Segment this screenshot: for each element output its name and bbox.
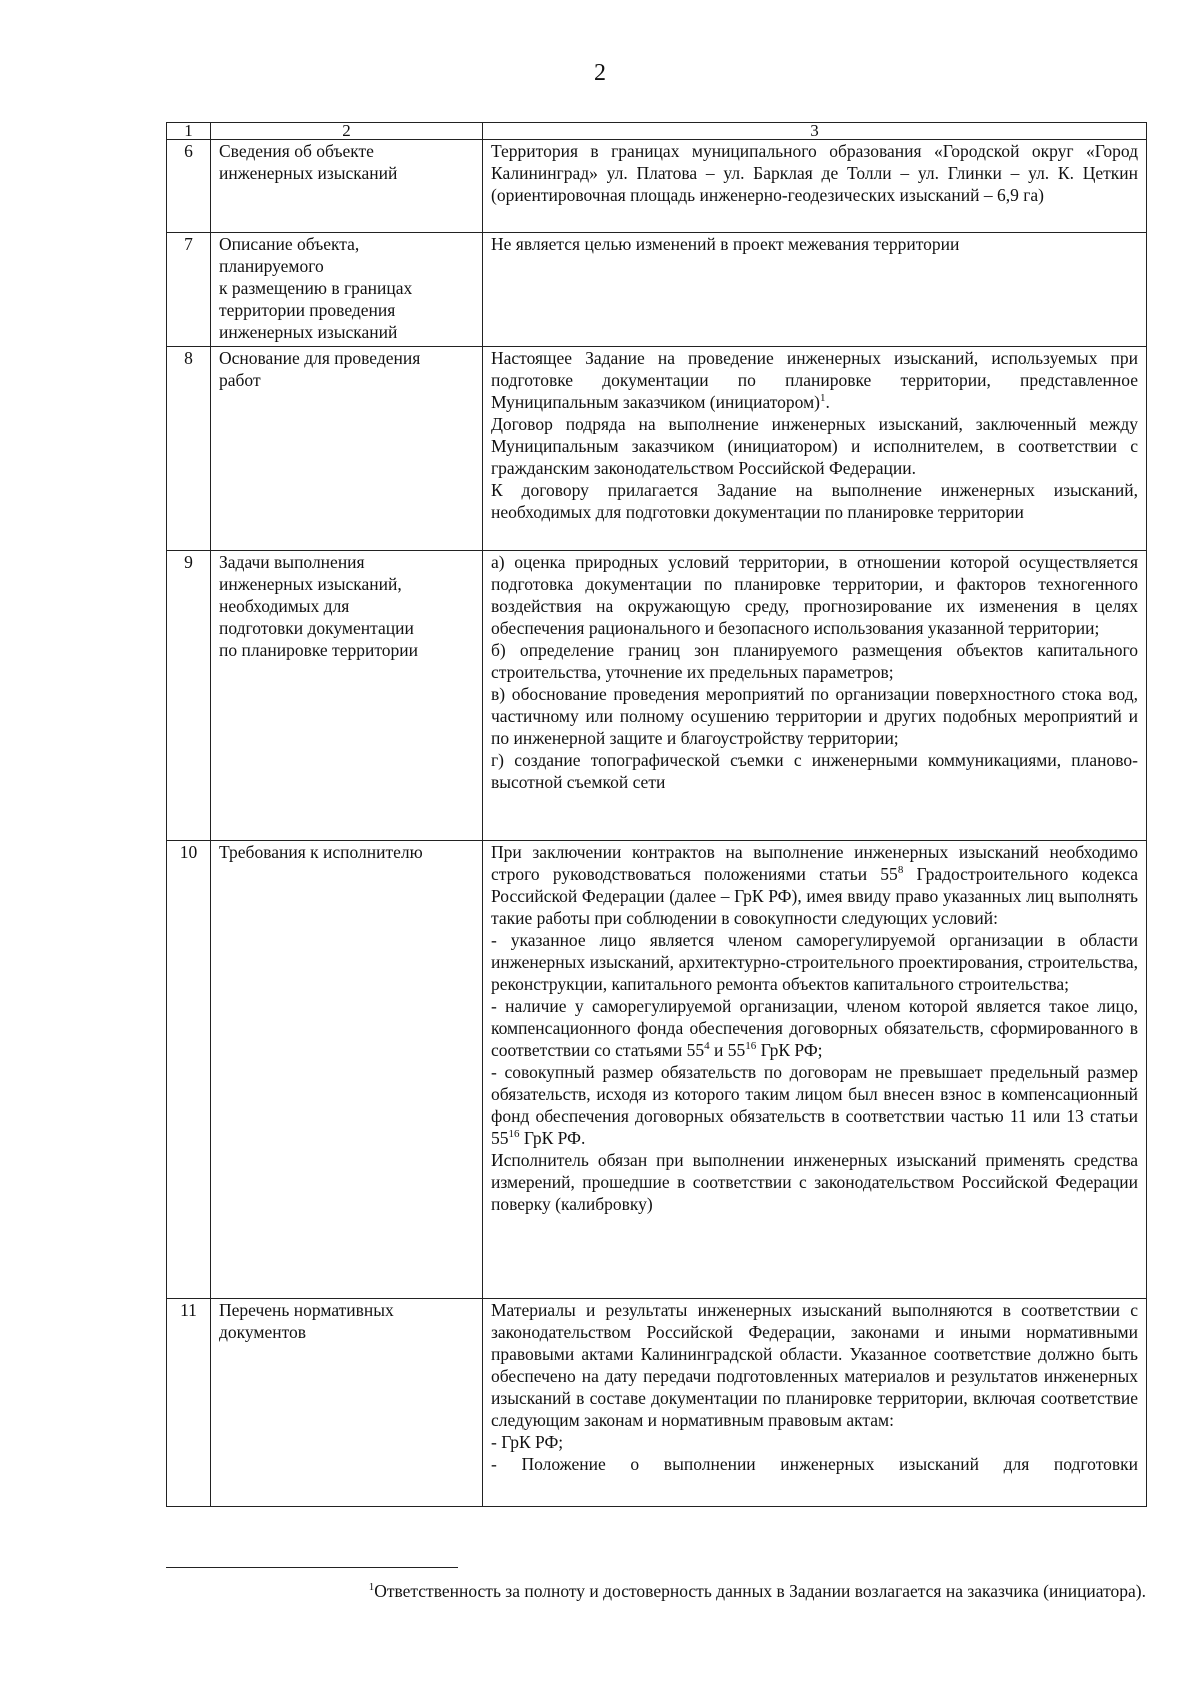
row-title-text: Сведения об объекте инженерных изысканий (219, 141, 398, 183)
row-content (483, 1299, 1147, 1507)
content-paragraph: - указанное лицо является членом саморегулируемой организации в области инженерных изысканий, архитектурно-строительного проектирования, строительства, реконструкции, капитального ремонта объектов капитального строительства; (491, 930, 1138, 994)
content-paragraph: в) обоснование проведения мероприятий по организации поверхностного стока вод, частичному или полному осушению территории и других подобных мероприятий и по инженерной защите и благоустройству территории; (491, 684, 1138, 748)
article-superscript: 16 (508, 1128, 520, 1141)
content-paragraph: б) определение границ зон планируемого размещения объектов капитального строительства, уточнение их предельных параметров; (491, 640, 1138, 682)
content-paragraph (491, 1061, 1138, 1149)
row-title-text: Описание объекта, планируемого к размещению в границах территории проведения инженерных изысканий (219, 234, 413, 342)
table-header-row (167, 123, 1147, 140)
content-paragraph (491, 841, 1138, 929)
row-title (211, 233, 483, 347)
article-superscript: 4 (704, 1040, 710, 1053)
content-text: Градостроительного кодекса Российской Федерации (далее – ГрК РФ), имея ввиду право указанных лиц выполнять такие работы при соблюдении в совокупности следующих условий: (491, 864, 1138, 928)
table-row (167, 233, 1147, 347)
row-title (211, 551, 483, 841)
row-content (483, 233, 1147, 347)
row-title-text: Основание для проведения работ (219, 348, 421, 390)
table-row (167, 1299, 1147, 1507)
content-text: Настоящее Задание на проведение инженерных изысканий, используемых при подготовке документации по планировке территории, представленное Муниципальным заказчиком (инициатором) (491, 348, 1138, 412)
content-text: - наличие у саморегулируемой организации, членом которой является такое лицо, компенсационного фонда обеспечения договорных обязательств, сформированного в соответствии со статьями 55 (491, 996, 1138, 1060)
article-superscript: 8 (897, 864, 904, 877)
row-title-text: Задачи выполнения инженерных изысканий, необходимых для подготовки документации по планировке территории (219, 552, 418, 660)
content-paragraph: а) оценка природных условий территории, в отношении которой осуществляется подготовка документации по планировке территории, и факторов техногенного воздействия на окружающую среду, прогнозирование их изменения в целях обеспечения рационального и безопасного использования указанной территории; (491, 552, 1138, 638)
table-row (167, 551, 1147, 841)
row-title (211, 841, 483, 1299)
row-content (483, 841, 1147, 1299)
article-superscript: 16 (745, 1040, 757, 1053)
row-number: 6 (167, 140, 211, 233)
footnote-reference[interactable]: 1 (820, 392, 826, 405)
content-paragraph (491, 347, 1138, 413)
requirements-table (166, 122, 1147, 1507)
content-paragraph: г) создание топографической съемки с инженерными коммуникациями, планово-высотной съемкой сети (491, 750, 1138, 792)
footnote-mark: 1 (368, 1581, 375, 1594)
content-paragraph: - ГрК РФ; (491, 1432, 564, 1452)
content-text: и 55 (709, 1040, 746, 1060)
table-row (167, 140, 1147, 233)
row-title-text: Требования к исполнителю (219, 842, 423, 862)
row-number: 11 (167, 1299, 211, 1507)
row-number: 7 (167, 233, 211, 347)
row-number: 10 (167, 841, 211, 1299)
table-row (167, 841, 1147, 1299)
content-paragraph (491, 995, 1138, 1061)
content-paragraph: Территория в границах муниципального образования «Городской округ «Город Калининград» ул. Платова – ул. Барклая де Толли – ул. Глинки – ул. К. Цеткин (ориентировочная площадь инженерно-геодезических изысканий – 6,9 га) (491, 141, 1138, 205)
page-number: 2 (594, 60, 606, 86)
row-content (483, 551, 1147, 841)
content-paragraph: К договору прилагается Задание на выполнение инженерных изысканий, необходимых для подготовки документации по планировке территории (491, 480, 1138, 522)
content-paragraph: Исполнитель обязан при выполнении инженерных изысканий применять средства измерений, прошедшие в соответствии с законодательством Российской Федерации поверку (калибровку) (491, 1150, 1138, 1214)
row-number: 9 (167, 551, 211, 841)
header-col-2: 2 (211, 123, 483, 140)
content-text: ГрК РФ. (519, 1128, 586, 1148)
content-text: . (825, 392, 830, 412)
row-content (483, 347, 1147, 551)
content-paragraph: Не является целью изменений в проект межевания территории (491, 234, 960, 254)
content-paragraph: Материалы и результаты инженерных изысканий выполняются в соответствии с законодательством Российской Федерации, законами и иными нормативными правовыми актами Калининградской области. Указанное соответствие должно быть обеспечено на дату передачи подготовленных материалов и результатов инженерных изысканий в составе документации по планировке территории, включая соответствие следующим законам и нормативным правовым актам: (491, 1300, 1138, 1430)
header-col-1: 1 (167, 123, 211, 140)
row-content (483, 140, 1147, 233)
footnote-text: Ответственность за полноту и достоверность данных в Задании возлагается на заказчика (инициатора). (374, 1581, 1146, 1601)
content-paragraph: - Положение о выполнении инженерных изысканий для подготовки (491, 1454, 1138, 1474)
header-col-3: 3 (483, 123, 1147, 140)
content-text: - совокупный размер обязательств по договорам не превышает предельный размер обязательств, исходя из которого таким лицом был внесен взнос в компенсационный фонд обеспечения договорных обязательств в соответствии частью 11 или 13 статьи 55 (491, 1062, 1138, 1148)
content-paragraph: Договор подряда на выполнение инженерных изысканий, заключенный между Муниципальным заказчиком (инициатором) и исполнителем, в соответствии с гражданским законодательством Российской Федерации. (491, 414, 1138, 478)
table-row (167, 347, 1147, 551)
row-number: 8 (167, 347, 211, 551)
footnote-divider (166, 1567, 458, 1568)
row-title (211, 347, 483, 551)
row-title-text: Перечень нормативных документов (219, 1300, 394, 1342)
row-title (211, 140, 483, 233)
content-text: При заключении контрактов на выполнение инженерных изысканий необходимо строго руководствоваться положениями статьи 55 (491, 842, 1138, 884)
content-text: ГрК РФ; (756, 1040, 823, 1060)
footnote (166, 1580, 1146, 1602)
row-title (211, 1299, 483, 1507)
